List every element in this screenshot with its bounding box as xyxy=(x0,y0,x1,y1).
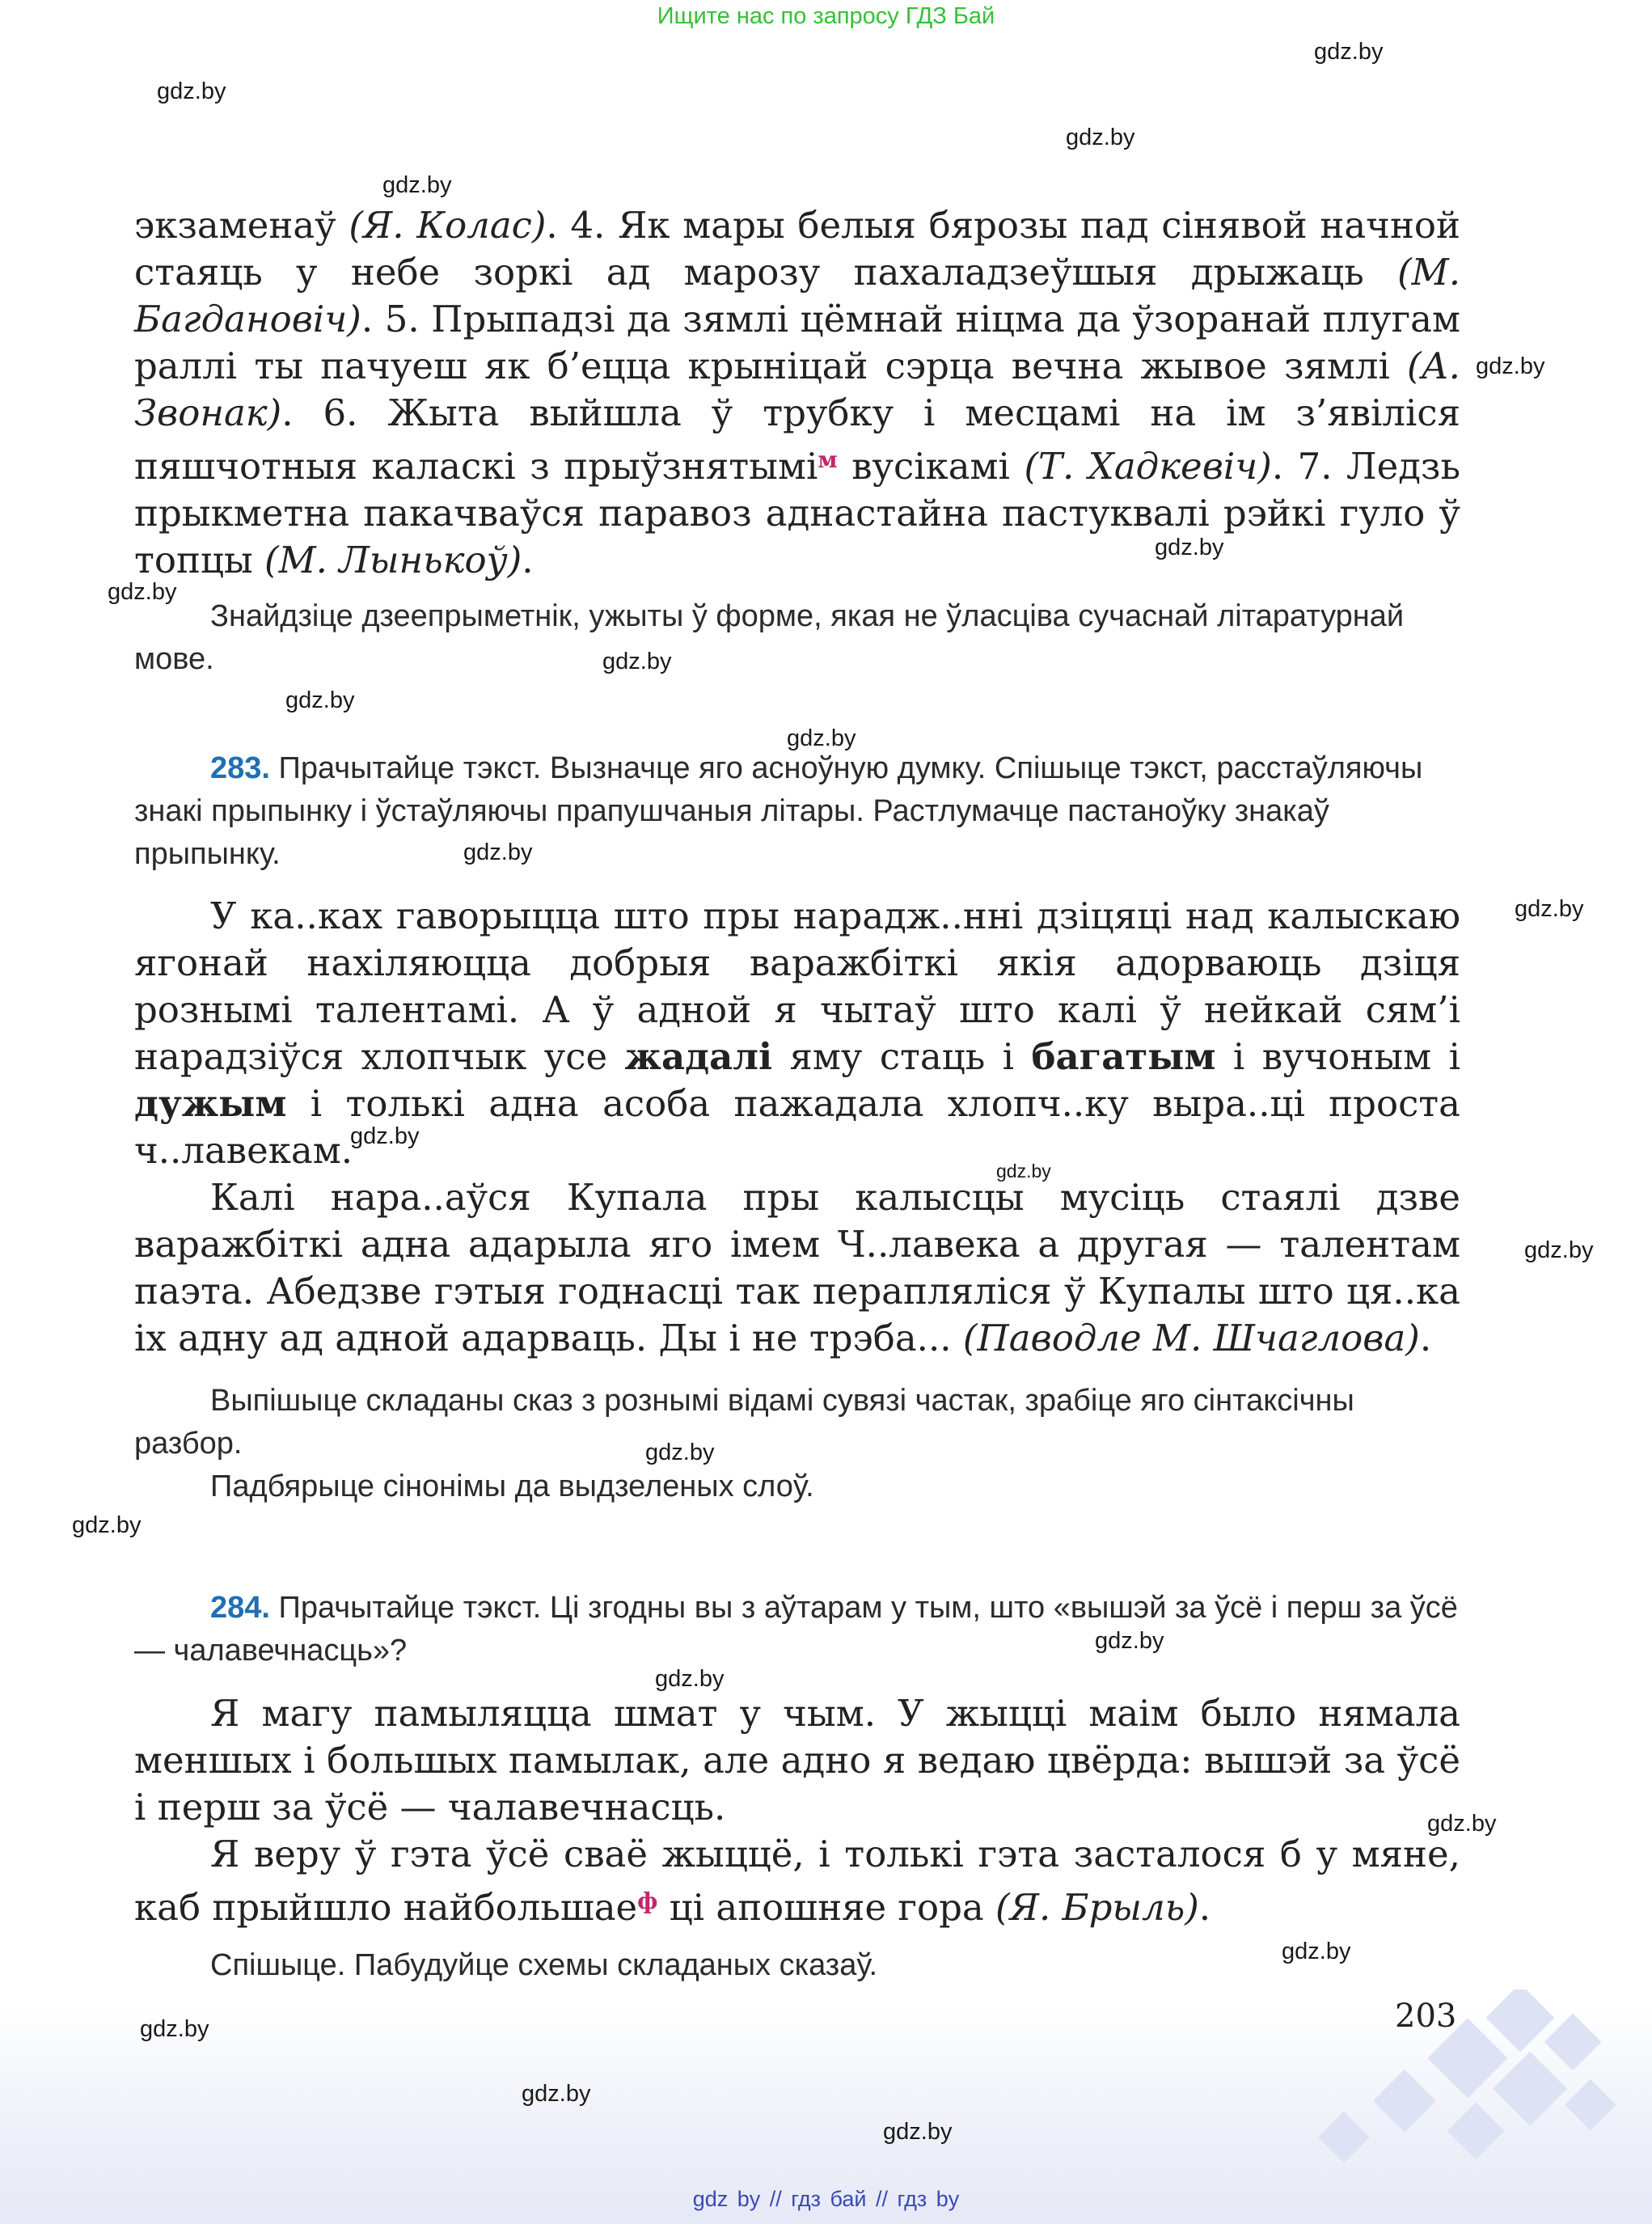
top-banner[interactable]: Ищите нас по запросу ГДЗ Бай xyxy=(657,3,995,29)
watermark: gdz.by xyxy=(1515,896,1584,922)
watermark: gdz.by xyxy=(1095,1628,1164,1654)
highlighted-word: дужым xyxy=(134,1082,287,1125)
watermark: gdz.by xyxy=(1314,39,1384,65)
paragraph: Я магу памыляцца шмат у чым. У жыцці маім было нямала меншых і большых памылак, але адно я ведаю цвёрда: вышэй за ўсё і перш за ўсё — чалавечнасць. xyxy=(134,1692,1460,1829)
exercise-number: 283. xyxy=(210,751,270,785)
superscript-mark: ф xyxy=(637,1888,658,1914)
watermark: gdz.by xyxy=(787,725,856,751)
paragraph: Калі нара..аўся Купала пры калысцы мусіць стаялі дзве варажбіткі адна адарыла яго імем Ч..лавека а другая — талентам паэта. Абедзве гэтыя годнасці так перапляліся ў Купалы што ця..ка іх адну ад адной адарваць. Ды і не трэба... (Паводле М. Шчаглова). xyxy=(134,1176,1460,1359)
watermark: gdz.by xyxy=(350,1123,420,1149)
watermark: gdz.by xyxy=(883,2119,953,2145)
exercise-number: 284. xyxy=(210,1591,270,1625)
footer-links[interactable]: gdz by // гдз бай // гдз by xyxy=(692,2187,960,2211)
author-citation: (М. Лынькоў) xyxy=(264,539,522,581)
watermark: gdz.by xyxy=(602,649,672,674)
watermark: gdz.by xyxy=(285,687,355,713)
page-number: 203 xyxy=(1395,1998,1457,2035)
paragraph: Я веру ў гэта ўсё сваё жыццё, і толькі гэта засталося б у мяне, каб прыйшло найбольшае$^ф$ ці апошняе гора (Я. Брыль). xyxy=(134,1833,1460,1929)
watermark: gdz.by xyxy=(463,839,533,865)
watermark: gdz.by xyxy=(140,2016,209,2042)
watermark: gdz.by xyxy=(645,1440,715,1465)
watermark: gdz.by xyxy=(655,1666,725,1692)
author-citation: (Т. Хадкевіч) xyxy=(1024,445,1272,488)
exercise-282-task: Знайдзіце дзеепрыметнік, ужыты ў форме, якая не ўласціва сучаснай літаратурнай мове. xyxy=(134,599,1405,676)
watermark: gdz.by xyxy=(522,2081,591,2107)
exercise-283-text xyxy=(134,893,1460,1362)
watermark: gdz.by xyxy=(72,1512,142,1538)
watermark: gdz.by xyxy=(1066,125,1135,150)
watermark: gdz.by xyxy=(1524,1237,1594,1263)
exercise-284-instruction: 284. Прачытайце тэкст. Ці згодны вы з аўтарам у тым, што «вышэй за ўсё і перш за ўсё — чалавечнасць»? xyxy=(134,1591,1458,1668)
exercise-282-text xyxy=(134,202,1460,584)
watermark: gdz.by xyxy=(1282,1939,1351,1964)
watermark: gdz.by xyxy=(996,1161,1051,1182)
watermark: gdz.by xyxy=(1427,1811,1497,1837)
watermark: gdz.by xyxy=(382,172,452,198)
paragraph: экзаменаў (Я. Колас). 4. Як мары белыя бярозы пад сінявой начной стаяць у небе зоркі ад марозу пахаладзеўшыя дрыжаць (М. Багдановіч). 5. Прыпадзі да зямлі цёмнай ніцма да ўзоранай плугам раллі ты пачуеш як б’ецца крыніцай сэрца вечна жывое зямлі (А. Звонак). 6. Жыта выйшла ў трубку і месцамі на ім з’явіліся пяшчотныя каласкі з прыўзнятымі$^м$ вусікамі (Т. Хадкевіч). 7. Ледзь прыкметна пакачваўся паравоз аднастайна пастуквалі рэйкі гуло ў топцы (М. Лынькоў). xyxy=(134,204,1461,581)
paragraph: У ка..ках гаворыцца што пры нарадж..нні дзіцяці над калыскаю ягонай нахіляюцца добрыя варажбіткі якія адорваюць дзіця рознымі талентамі. А ў адной я чытаў што калі ў нейкай сям’і нарадзіўся хлопчык усе жадалі яму стаць і багатым і вучоным і дужым і толькі адна асоба пажадала хлопч..ку выра..ці проста ч..лавекам. xyxy=(134,894,1460,1172)
exercise-284-text xyxy=(134,1690,1460,1931)
exercise-284-task: Спішыце. Пабудуйце схемы складаных сказаў. xyxy=(210,1948,878,1982)
author-citation: (А. Звонак) xyxy=(134,345,1460,434)
author-citation: (М. Багдановіч) xyxy=(134,251,1460,340)
highlighted-word: жадалі xyxy=(624,1035,773,1078)
author-citation: (Я. Колас) xyxy=(349,204,547,247)
exercise-283-tasks: Выпішыце складаны сказ з рознымі відамі сувязі частак, зрабіце яго сінтаксічны разбор. Падбярыце сінонімы да выдзеленых слоў. xyxy=(134,1384,1354,1503)
watermark: gdz.by xyxy=(157,78,226,104)
exercise-283-instruction: 283. Прачытайце тэкст. Вызначце яго асноўную думку. Спішыце тэкст, расстаўляючы знакі прыпынку і ўстаўляючы прапушчаныя літары. Растлумачце пастаноўку знакаў прыпынку. xyxy=(134,751,1423,871)
highlighted-word: багатым xyxy=(1031,1035,1216,1078)
watermark: gdz.by xyxy=(1155,535,1224,560)
watermark: gdz.by xyxy=(1476,353,1545,379)
author-citation: (Я. Брыль) xyxy=(995,1886,1199,1929)
superscript-mark: м xyxy=(818,446,838,473)
author-citation: (Паводле М. Шчаглова) xyxy=(962,1317,1420,1359)
decorative-diamonds xyxy=(1294,1989,1633,2175)
watermark: gdz.by xyxy=(108,579,177,605)
